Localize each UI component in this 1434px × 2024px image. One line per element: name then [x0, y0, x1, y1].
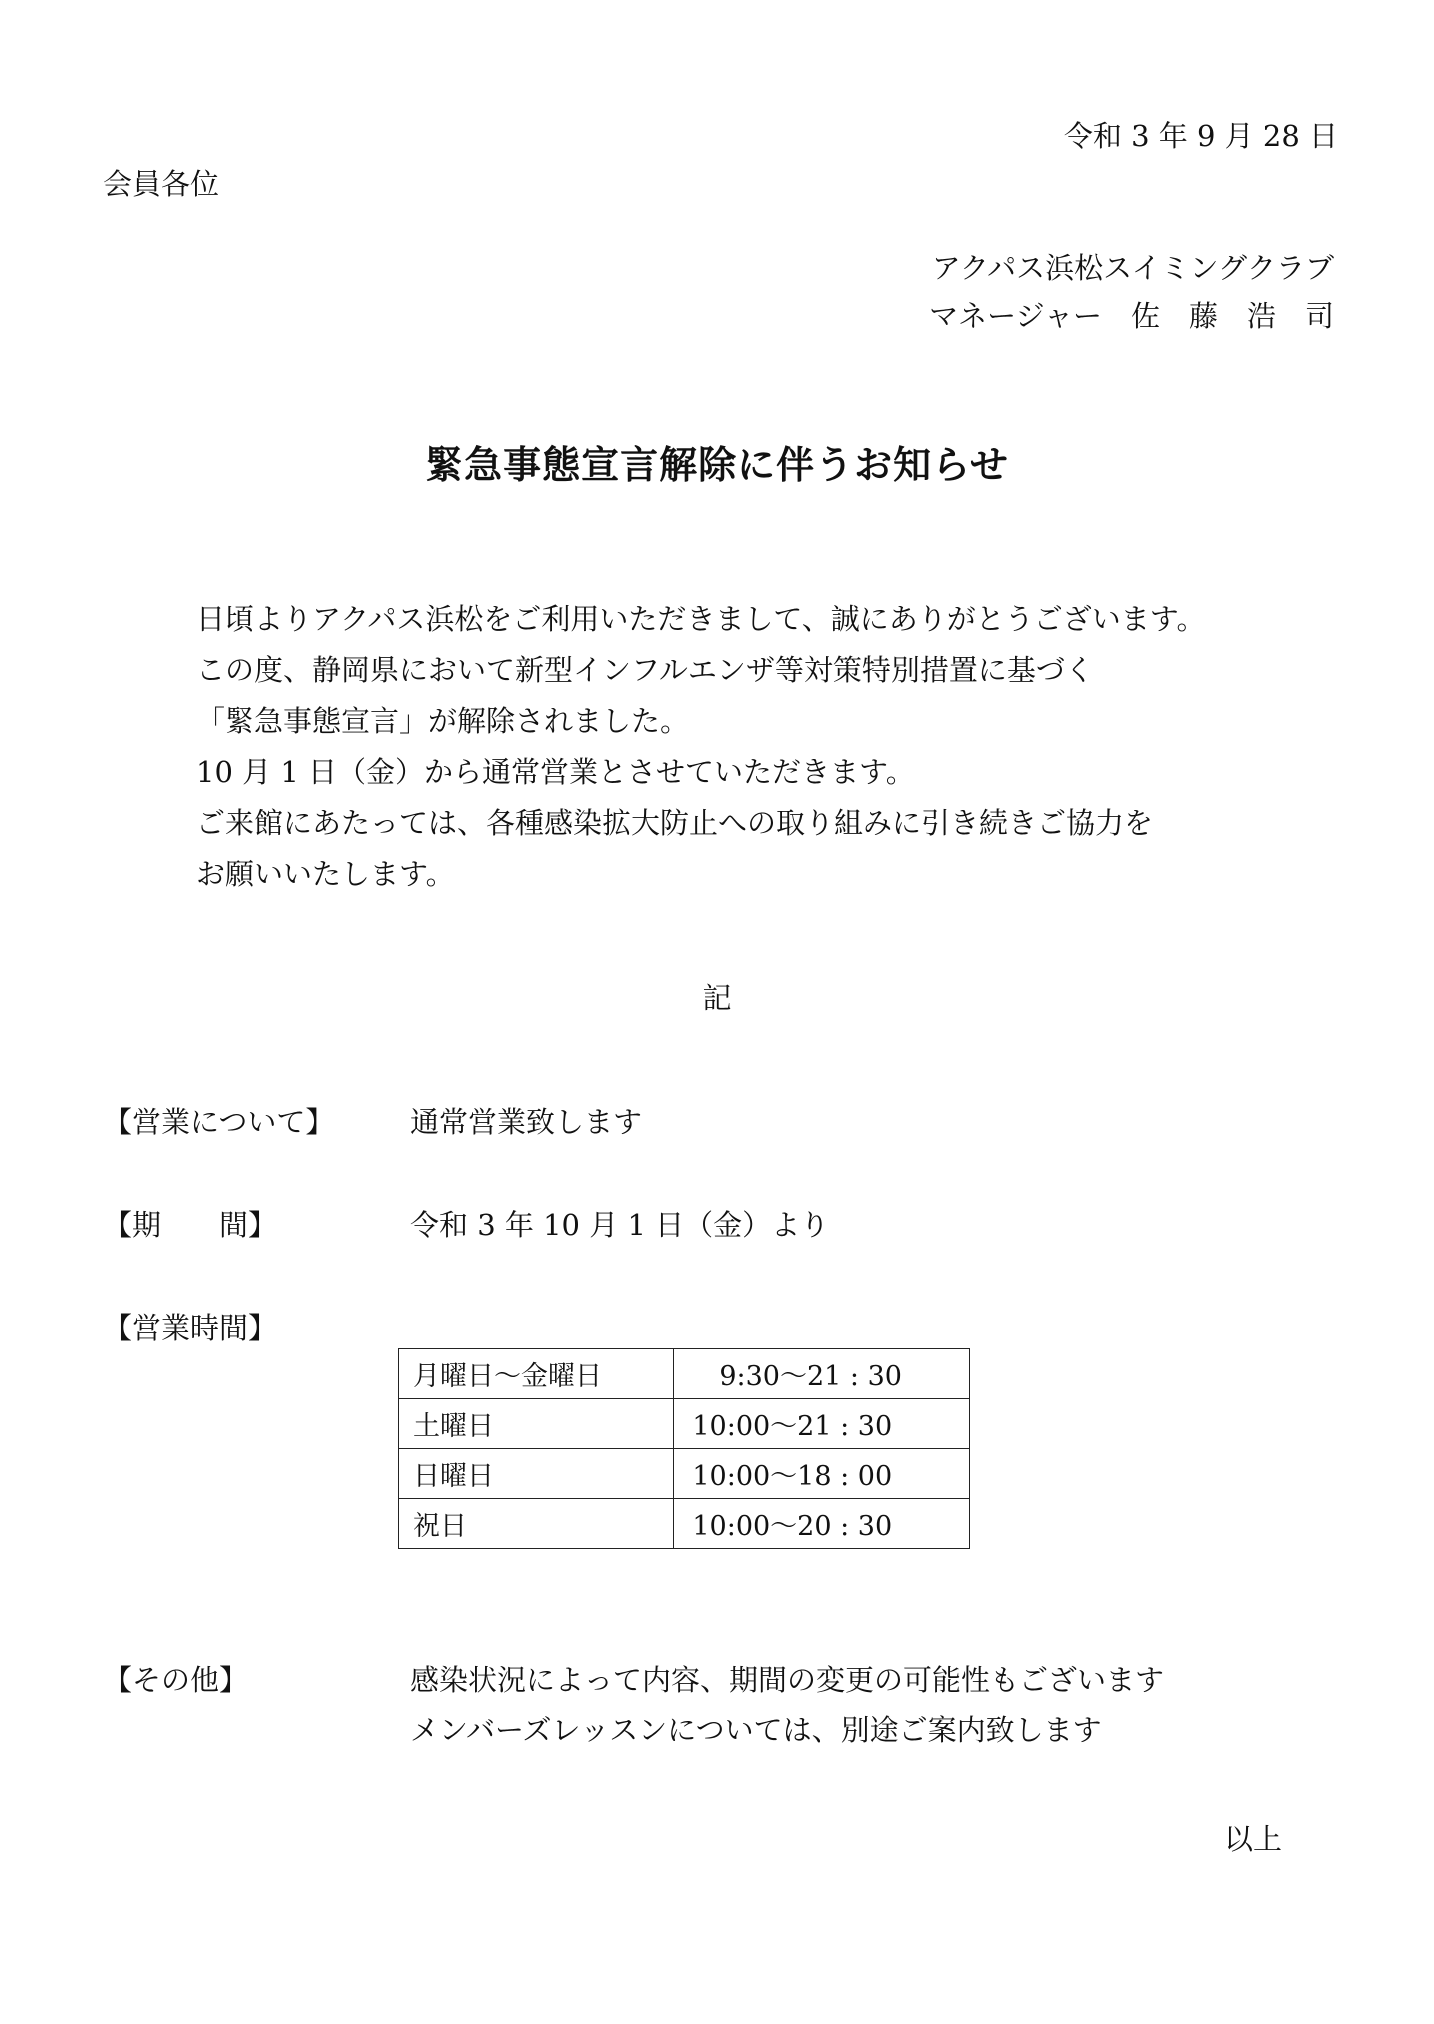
hours-table: [398, 1348, 970, 1549]
body-paragraph: [196, 594, 1206, 900]
hours-day: 土曜日: [399, 1399, 674, 1449]
hours-time: 10:00～20 : 30: [674, 1499, 970, 1549]
body-line: ご来館にあたっては、各種感染拡大防止への取り組みに引き続きご協力を: [196, 806, 1154, 840]
recipient: 会員各位: [103, 167, 220, 201]
table-row: [399, 1349, 970, 1399]
other-line: メンバーズレッスンについては、別途ご案内致します: [410, 1713, 1102, 1747]
body-line: 日頃よりアクパス浜松をご利用いただきまして、誠にありがとうございます。: [196, 602, 1206, 636]
hours-time: 9:30～21 : 30: [674, 1349, 970, 1399]
hours-time: 10:00～21 : 30: [674, 1399, 970, 1449]
period-label: 【期 間】: [103, 1208, 278, 1242]
body-line: 「緊急事態宣言」が解除されました。: [196, 704, 690, 738]
hours-label: 【営業時間】: [103, 1311, 278, 1345]
sender-name: マネージャー 佐 藤 浩 司: [929, 299, 1334, 333]
hours-day: 祝日: [399, 1499, 674, 1549]
table-row: [399, 1449, 970, 1499]
hours-time: 10:00～18 : 00: [674, 1449, 970, 1499]
body-line: 10 月 1 日（金）から通常営業とさせていただきます。: [196, 755, 915, 789]
body-line: この度、静岡県において新型インフルエンザ等対策特別措置に基づく: [196, 653, 1094, 687]
document-date: 令和 3 年 9 月 28 日: [1063, 119, 1338, 153]
ki-heading: 記: [702, 981, 732, 1015]
sender-organization: アクパス浜松スイミングクラブ: [931, 251, 1334, 285]
sender-block: [929, 244, 1334, 340]
other-label: 【その他】: [103, 1663, 249, 1697]
document-title: 緊急事態宣言解除に伴うお知らせ: [425, 442, 1009, 487]
other-line: 感染状況によって内容、期間の変更の可能性もございます: [410, 1663, 1165, 1697]
body-line: お願いいたします。: [196, 857, 455, 891]
period-value: 令和 3 年 10 月 1 日（金）より: [410, 1208, 830, 1242]
hours-day: 月曜日～金曜日: [399, 1349, 674, 1399]
other-value: [410, 1655, 1164, 1755]
table-row: [399, 1399, 970, 1449]
hours-day: 日曜日: [399, 1449, 674, 1499]
closing-remark: 以上: [1223, 1822, 1282, 1856]
table-row: [399, 1499, 970, 1549]
business-value: 通常営業致します: [410, 1105, 643, 1139]
business-label: 【営業について】: [103, 1105, 335, 1139]
